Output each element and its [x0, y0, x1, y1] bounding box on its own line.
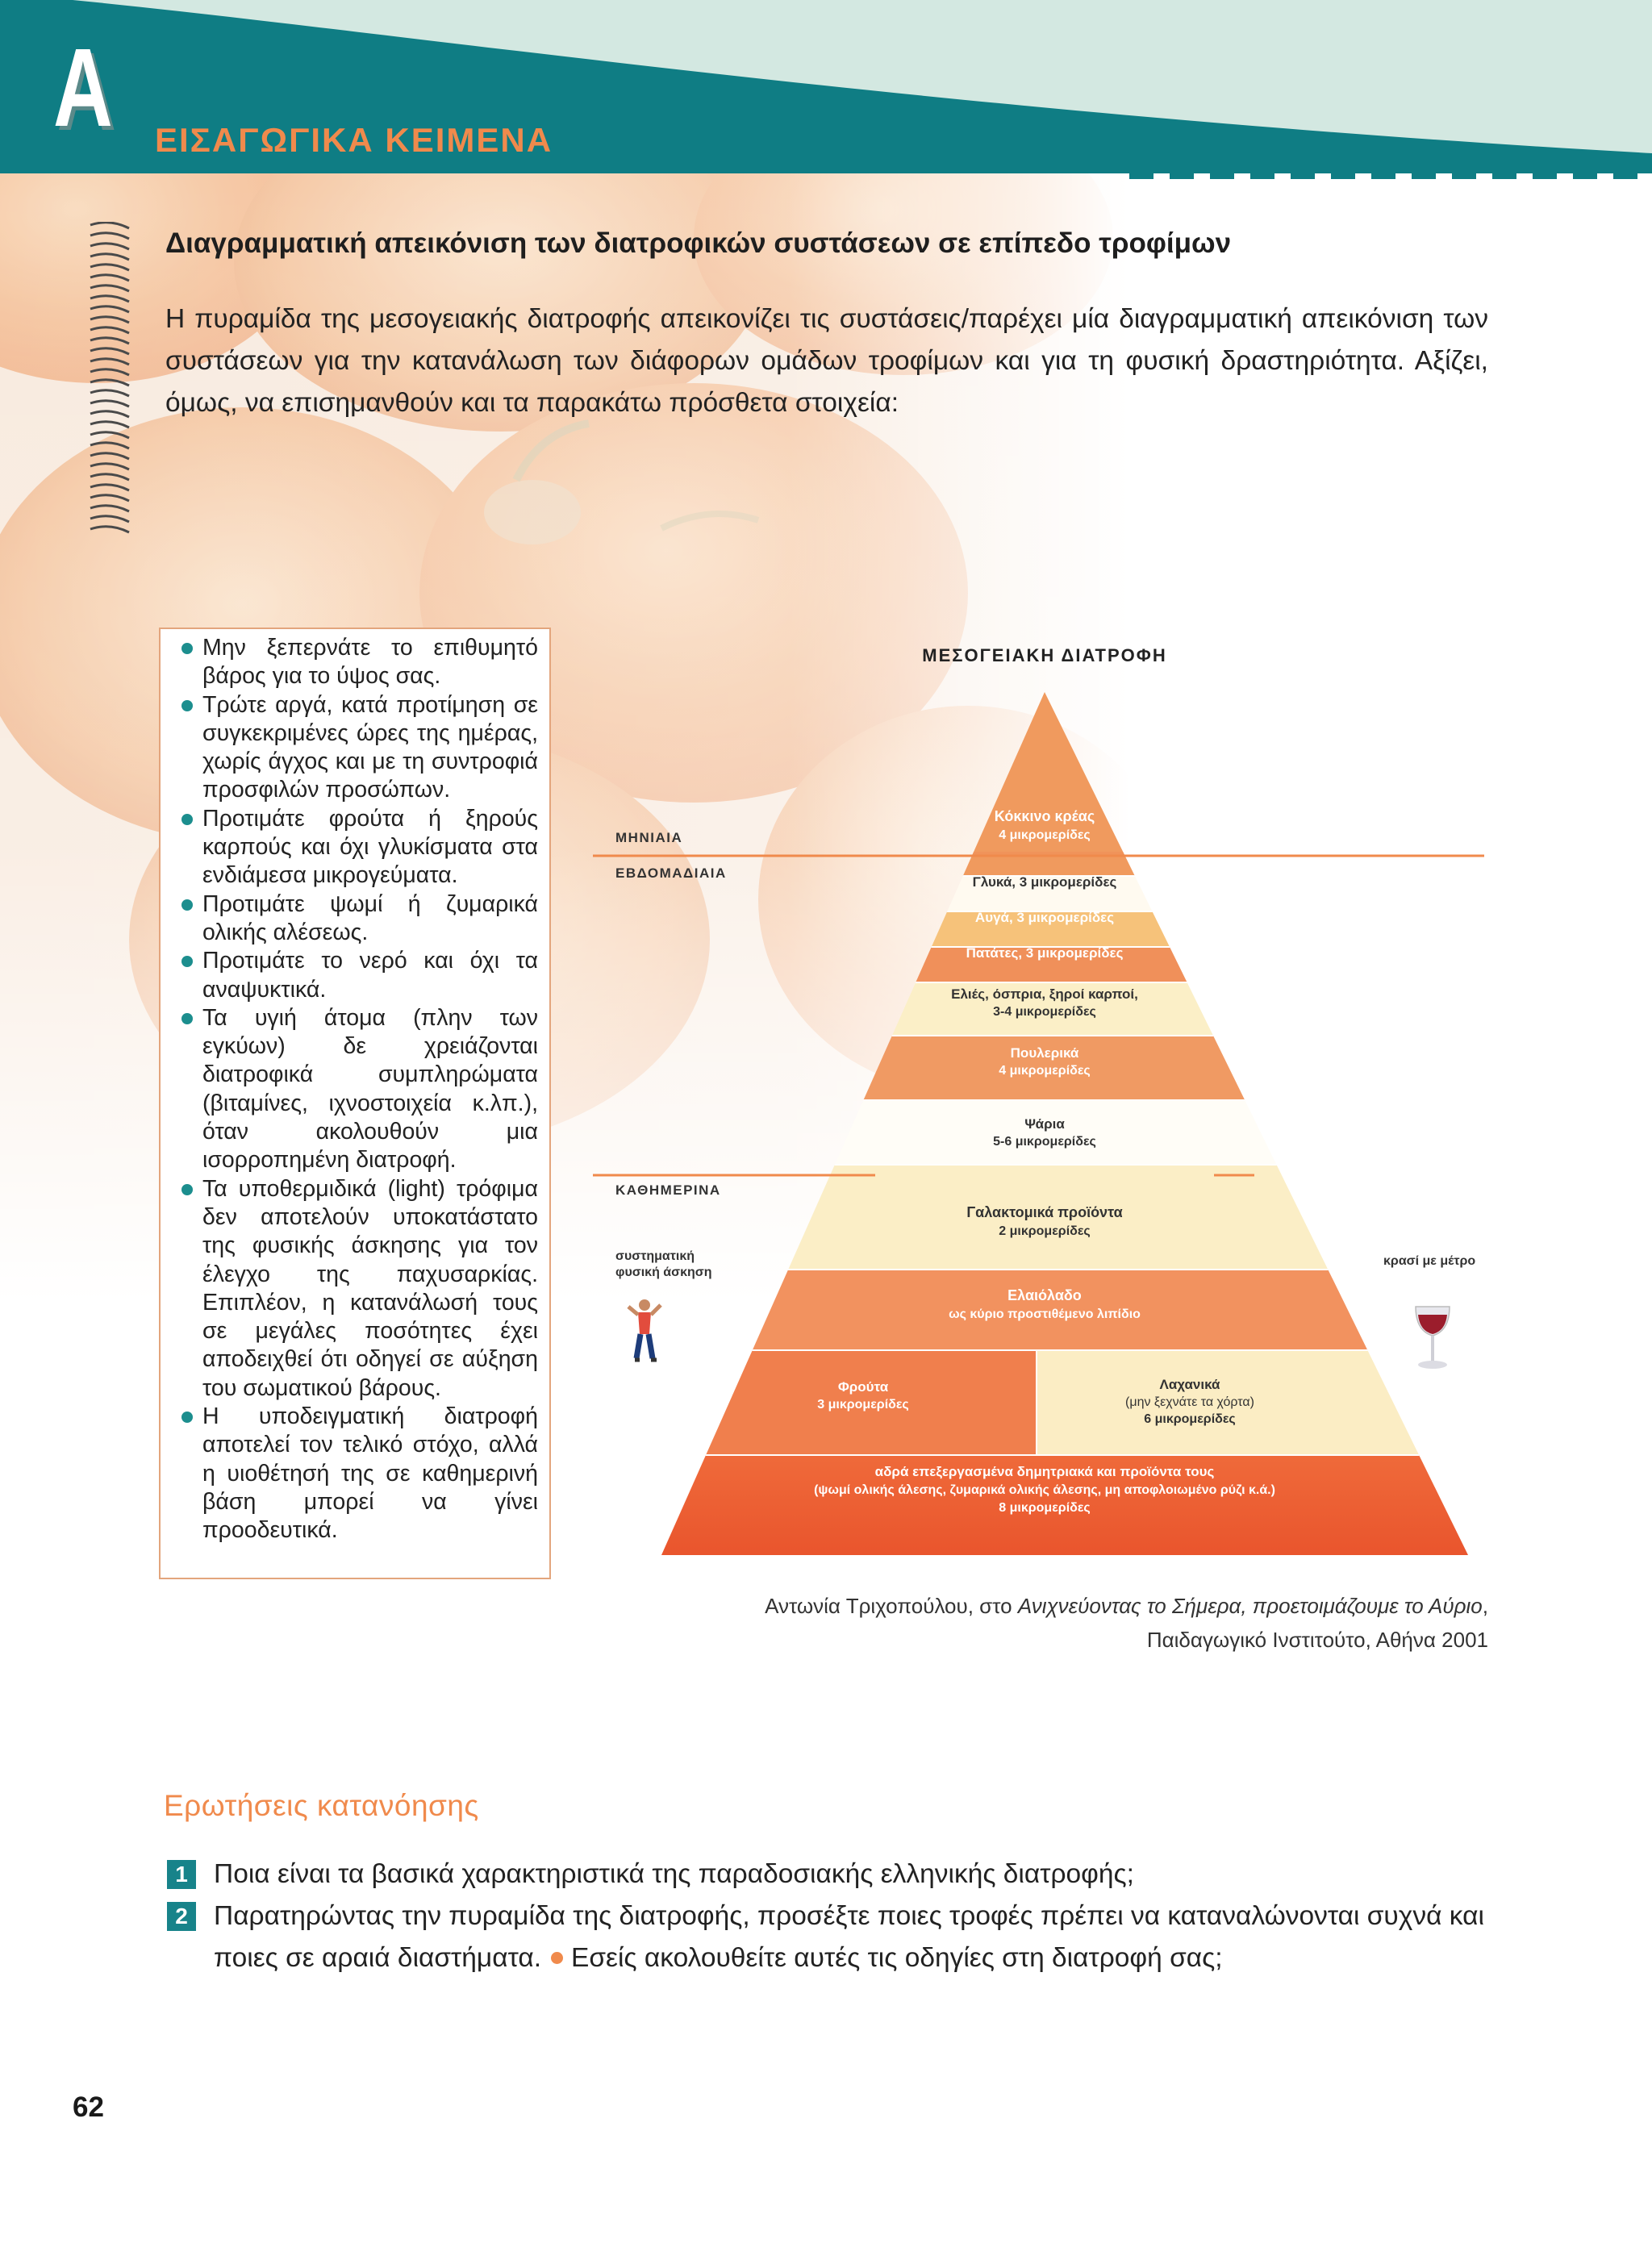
chapter-header-band [0, 0, 1652, 190]
tip-item: Τα υγιή άτομα (πλην των εγκύων) δε χρειάζονται διατροφικά συμπληρώματα (βιταμίνες, ιχνοστοιχεία κ.λπ.), όταν ακολουθούν μια ισορροπημένη διατροφή. [178, 1004, 538, 1175]
tier-poultry-label: Πουλερικά [1010, 1045, 1079, 1061]
tier-cereals-note: (ψωμί ολικής άλεσης, ζυμαρικά ολικής άλεσης, μη αποφλοιωμένο ρύζι κ.ά.) [814, 1483, 1275, 1497]
tier-red-meat [593, 692, 1496, 876]
tier-sweets-label: Γλυκά, 3 μικρομερίδες [972, 874, 1117, 890]
citation-line-2: Παιδαγωγικό Ινστιτούτο, Αθήνα 2001 [1146, 1628, 1488, 1652]
chapter-title: ΕΙΣΑΓΩΓΙΚΑ ΚΕΙΜΕΝΑ [155, 121, 553, 159]
tier-olive-oil-label: Ελαιόλαδο [1007, 1287, 1082, 1303]
side-note-wine: κρασί με μέτρο [1383, 1254, 1476, 1268]
section-heading: Διαγραμματική απεικόνιση των διατροφικών συστάσεων σε επίπεδο τροφίμων [165, 227, 1232, 259]
tip-item: Τρώτε αργά, κατά προτίμηση σε συγκεκριμένες ώρες της ημέρας, χωρίς άγχος και με τη συντροφιά προσφιλών προσώπων. [178, 691, 538, 805]
tips-box [159, 628, 551, 1579]
tier-vegetables-note: (μην ξεχνάτε τα χόρτα) [1125, 1395, 1254, 1409]
bullet-dot-icon [181, 700, 193, 711]
tier-fruit-label: Φρούτα [837, 1379, 889, 1395]
tip-item: Προτιμάτε το νερό και όχι τα αναψυκτικά. [178, 947, 538, 1004]
wine-glass-icon [1416, 1307, 1450, 1369]
tier-vegetables-servings: 6 μικρομερίδες [1144, 1412, 1236, 1426]
tier-poultry-servings: 4 μικρομερίδες [999, 1064, 1091, 1078]
chapter-letter: Α [53, 26, 113, 150]
citation [520, 1589, 1488, 1657]
side-note-exercise-2: φυσική άσκηση [615, 1266, 712, 1279]
page-number: 62 [73, 2091, 104, 2123]
tier-dairy-label: Γαλακτομικά προϊόντα [966, 1204, 1123, 1220]
tier-potatoes-label: Πατάτες, 3 μικρομερίδες [966, 945, 1124, 961]
question-number-badge: 2 [167, 1902, 196, 1931]
bullet-dot-icon [181, 899, 193, 911]
tier-fruit-servings: 3 μικρομερίδες [817, 1398, 909, 1412]
tier-olive-oil-note: ως κύριο προστιθέμενο λιπίδιο [949, 1307, 1141, 1321]
tier-red-meat-servings: 4 μικρομερίδες [999, 828, 1091, 842]
question-number-badge: 1 [167, 1860, 196, 1889]
bullet-dot-icon [181, 643, 193, 654]
bullet-dot-icon [181, 1013, 193, 1024]
tier-fruit [593, 1350, 1037, 1455]
tip-item: Μην ξεπερνάτε το επιθυμητό βάρος για το ύψος σας. [178, 634, 538, 691]
tips-list [178, 634, 538, 1545]
runner-icon [628, 1299, 661, 1360]
bullet-dot-icon [181, 814, 193, 825]
side-note-exercise: συστηματική [615, 1249, 695, 1263]
spiral-binding-decoration [87, 222, 136, 540]
tier-red-meat-label: Κόκκινο κρέας [994, 808, 1095, 824]
pyramid-title: ΜΕΣΟΓΕΙΑΚΗ ΔΙΑΤΡΟΦΗ [922, 645, 1167, 665]
label-monthly: ΜΗΝΙΑΙΑ [615, 830, 683, 845]
question-text: Παρατηρώντας την πυραμίδα της διατροφής, προσέξτε ποιες τροφές πρέπει να καταναλώνονται συχνά και ποιες σε αραιά διαστήματα. Εσείς ακολουθείτε αυτές τις οδηγίες στη διατροφή σας; [214, 1901, 1484, 1973]
tip-item: Η υποδειγματική διατροφή αποτελεί τον τελικό στόχο, αλλά η υιοθέτησή της σε καθημερινή βάση μπορεί να γίνει προοδευτικά. [178, 1403, 538, 1545]
tier-olives-servings: 3-4 μικρομερίδες [993, 1005, 1096, 1019]
tip-item: Προτιμάτε φρούτα ή ξηρούς καρπούς και όχι γλυκίσματα στα ενδιάμεσα μικρογεύματα. [178, 805, 538, 890]
tier-monthly-divider [593, 852, 1496, 855]
bullet-dot-icon [181, 1184, 193, 1195]
tip-item: Τα υποθερμιδικά (light) τρόφιμα δεν αποτελούν υποκατάστατο της φυσικής άσκησης για τον έλεγχο της παχυσαρκίας. Επιπλέον, η κατανάλωσή τους σε μεγάλες ποσότητες έχει αποδειχθεί ότι οδηγεί σε αύξηση του σωματικού βάρους. [178, 1175, 538, 1403]
questions-heading: Ερωτήσεις κατανόησης [164, 1789, 479, 1822]
tier-eggs-label: Αυγά, 3 μικρομερίδες [974, 910, 1115, 925]
citation-book-title: Ανιχνεύοντας το Σήμερα, προετοιμάζουμε το Αύριο [1017, 1594, 1483, 1618]
bullet-dot-icon [181, 956, 193, 967]
tier-dairy-servings: 2 μικρομερίδες [999, 1224, 1091, 1238]
tier-fish-label: Ψάρια [1024, 1116, 1065, 1132]
label-daily: ΚΑΘΗΜΕΡΙΝΑ [615, 1182, 721, 1198]
tier-olives-label: Ελιές, όσπρια, ξηροί καρποί, [951, 986, 1138, 1002]
tip-item: Προτιμάτε ψωμί ή ζυμαρικά ολικής αλέσεως. [178, 890, 538, 948]
tier-fish [593, 1100, 1496, 1165]
intro-paragraph: Η πυραμίδα της μεσογειακής διατροφής απεικονίζει τις συστάσεις/παρέχει μία διαγραμματική απεικόνιση των συστάσεων για την κατανάλωση των διάφορων ομάδων τροφίμων και για τη φυσική δραστηριότητα. Αξίζει, όμως, να επισημανθούν και τα παρακάτω πρόσθετα στοιχεία: [165, 304, 1488, 418]
tier-vegetables-label: Λαχανικά [1159, 1377, 1220, 1392]
tier-fish-servings: 5-6 μικρομερίδες [993, 1135, 1096, 1149]
orange-dot-icon [551, 1952, 563, 1964]
question-text: Ποια είναι τα βασικά χαρακτηριστικά της παραδοσιακής ελληνικής διατροφής; [214, 1859, 1134, 1889]
bullet-dot-icon [181, 1412, 193, 1423]
mediterranean-diet-pyramid [593, 637, 1496, 1565]
citation-line-1: Αντωνία Τριχοπούλου, στο Ανιχνεύοντας το Σήμερα, προετοιμάζουμε το Αύριο, [765, 1594, 1488, 1618]
tier-cereals-label: αδρά επεξεργασμένα δημητριακά και προϊόντα τους [874, 1464, 1215, 1479]
label-weekly: ΕΒΔΟΜΑΔΙΑΙΑ [615, 865, 727, 881]
tier-cereals-servings: 8 μικρομερίδες [999, 1501, 1091, 1515]
